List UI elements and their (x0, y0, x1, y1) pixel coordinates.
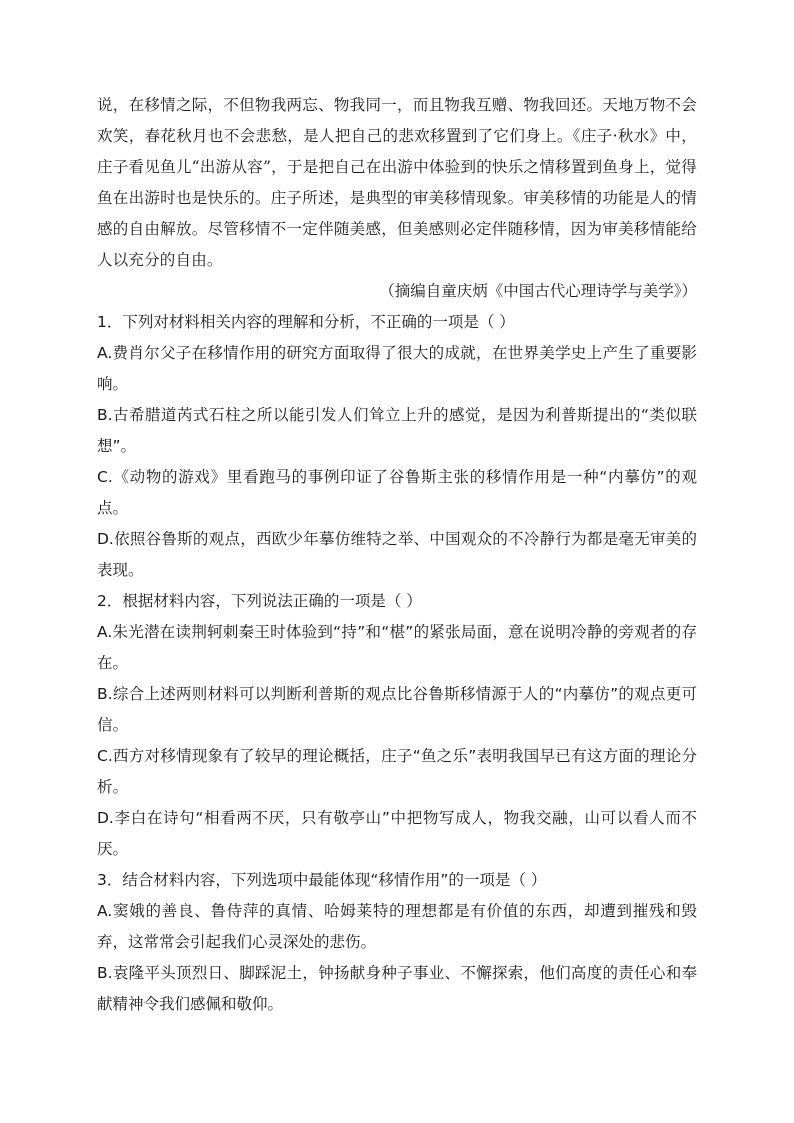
source-attribution: （摘编自童庆炳《中国古代心理诗学与美学》） (379, 282, 697, 300)
question-1 (97, 307, 697, 586)
option-c: C.《动物的游戏》里看跑马的事例印证了谷鲁斯主张的移情作用是一种“内摹仿”的观点。 (97, 468, 697, 517)
option-b: B.古希腊道芮式石柱之所以能引发人们耸立上升的感觉，是因为利普斯提出的“类似联想”。 (97, 406, 697, 455)
option-b: B.综合上述两则材料可以判断利普斯的观点比谷鲁斯移情源于人的“内摹仿”的观点更可信。 (97, 685, 697, 734)
question-2 (97, 586, 697, 865)
passage-text: 说，在移情之际，不但物我两忘、物我同一，而且物我互赠、物我回还。天地万物不会欢笑，春花秋月也不会悲愁，是人把自己的悲欢移置到了它们身上。《庄子·秋水》中，庄子看见鱼儿“出游从容”，于是把自己在出游中体验到的快乐之情移置到鱼身上，觉得鱼在出游时也是快乐的。庄子所述，是典型的审美移情现象。审美移情的功能是人的情感的自由解放。尽管移情不一定伴随美感，但美感则必定伴随移情，因为审美移情能给人以充分的自由。 (97, 96, 697, 269)
question-stem: 1．下列对材料相关内容的理解和分析，不正确的一项是（ ） (97, 313, 515, 331)
option-c: C.西方对移情现象有了较早的理论概括，庄子“鱼之乐”表明我国早已有这方面的理论分析。 (97, 747, 697, 796)
option-a: A.费肖尔父子在移情作用的研究方面取得了很大的成就，在世界美学史上产生了重要影响。 (97, 344, 697, 393)
document-page (97, 90, 697, 1020)
option-a: A.窦娥的善良、鲁侍萍的真情、哈姆莱特的理想都是有价值的东西，却遭到摧残和毁弃，这常常会引起我们心灵深处的悲伤。 (97, 902, 697, 951)
option-a: A.朱光潜在读荆轲刺秦王时体验到“持”和“椹”的紧张局面，意在说明冷静的旁观者的存在。 (97, 623, 697, 672)
option-d: D.依照谷鲁斯的观点，西欧少年摹仿维特之举、中国观众的不冷静行为都是毫无审美的表现。 (97, 530, 697, 579)
option-d: D.李白在诗句“相看两不厌，只有敬亭山”中把物写成人，物我交融，山可以看人而不厌。 (97, 809, 697, 858)
option-b: B.袁隆平头顶烈日、脚踩泥土，钟扬献身种子事业、不懈探索，他们高度的责任心和奉献精神令我们感佩和敬仰。 (97, 964, 697, 1013)
question-3 (97, 865, 697, 1020)
question-stem: 2．根据材料内容，下列说法正确的一项是（ ） (97, 592, 422, 610)
question-stem: 3．结合材料内容，下列选项中最能体现“移情作用”的一项是（ ） (97, 871, 547, 889)
